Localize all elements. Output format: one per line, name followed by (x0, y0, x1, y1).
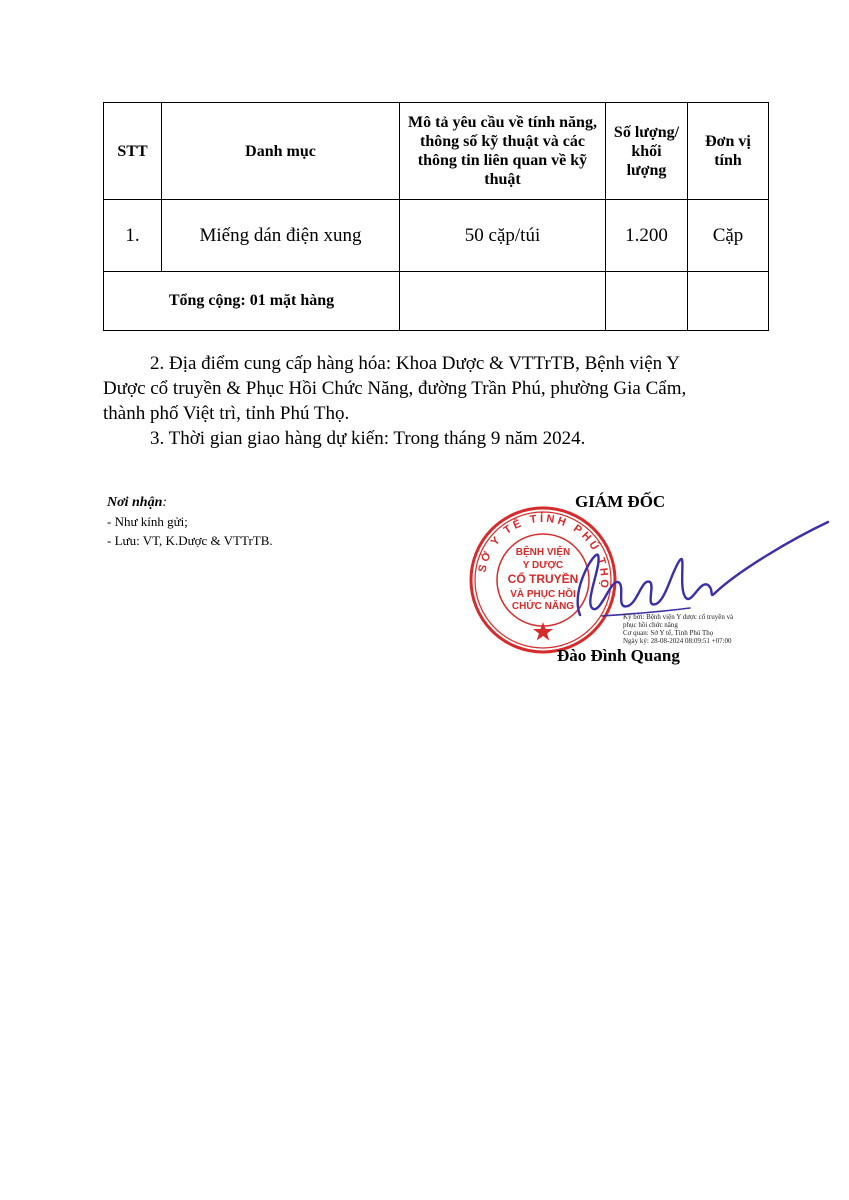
total-empty-cell (606, 272, 688, 331)
stamp-inner-line: CHỨC NĂNG (511, 601, 575, 612)
delivery-location-paragraph (103, 351, 748, 426)
total-empty-cell (688, 272, 769, 331)
cell-description: 50 cặp/túi (400, 200, 606, 272)
cell-quantity: 1.200 (606, 200, 688, 272)
paragraph-line: Dược cổ truyền & Phục Hồi Chức Năng, đường Trần Phú, phường Gia Cẩm, (103, 378, 687, 399)
header-quantity: Số lượng/ khối lượng (606, 103, 688, 200)
stamp-outer-text: SỞ Y TẾ TỈNH PHÚ THỌ (476, 512, 611, 592)
header-description: Mô tả yêu cầu về tính năng, thông số kỹ thuật và các thông tin liên quan về kỹ thuật (400, 103, 606, 200)
paragraph-line: 2. Địa điểm cung cấp hàng hóa: Khoa Dược & VTTrTB, Bệnh viện Y (150, 353, 680, 374)
cell-category: Miếng dán điện xung (162, 200, 400, 272)
digital-signature-line: Ngày ký: 28-08-2024 08:09:51 +07:00 (623, 637, 732, 645)
delivery-time-paragraph (103, 426, 748, 451)
signer-name: Đào Đình Quang (557, 646, 680, 665)
total-label: Tổng cộng: 01 mặt hàng (104, 272, 400, 331)
header-category: Danh mục (162, 103, 400, 200)
digital-signature-line: phục hồi chức năng (623, 621, 678, 629)
table-header-row (104, 103, 769, 200)
stamp-inner-line: CỔ TRUYỀN (507, 572, 579, 586)
digital-signature-info (623, 613, 773, 645)
header-stt: STT (104, 103, 162, 200)
recipients-block (107, 492, 273, 550)
table-total-row (104, 272, 769, 331)
stamp-inner-line: VÀ PHỤC HỒI (510, 589, 576, 600)
table-row (104, 200, 769, 272)
stamp-inner-line: BỆNH VIỆN (515, 547, 571, 558)
header-unit: Đơn vị tính (688, 103, 769, 200)
stamp-inner-line: Y DƯỢC (522, 560, 564, 571)
cell-stt: 1. (104, 200, 162, 272)
recipients-label: Nơi nhận (107, 495, 163, 510)
cell-unit: Cặp (688, 200, 769, 272)
director-title: GIÁM ĐỐC (575, 492, 666, 511)
paragraph-line: 3. Thời gian giao hàng dự kiến: Trong tháng 9 năm 2024. (150, 428, 586, 449)
paragraph-line: thành phố Việt trì, tỉnh Phú Thọ. (103, 403, 350, 424)
digital-signature-line: Ký bởi: Bệnh viện Y dược cổ truyền và (623, 613, 734, 621)
recipient-item: - Như kính gửi; (107, 514, 188, 529)
digital-signature-line: Cơ quan: Sở Y tế, Tỉnh Phú Thọ (623, 629, 714, 637)
recipient-item: - Lưu: VT, K.Dược & VTTrTB. (107, 533, 273, 548)
requirements-table (103, 102, 769, 331)
recipients-label-colon: : (162, 495, 168, 510)
total-empty-cell (400, 272, 606, 331)
